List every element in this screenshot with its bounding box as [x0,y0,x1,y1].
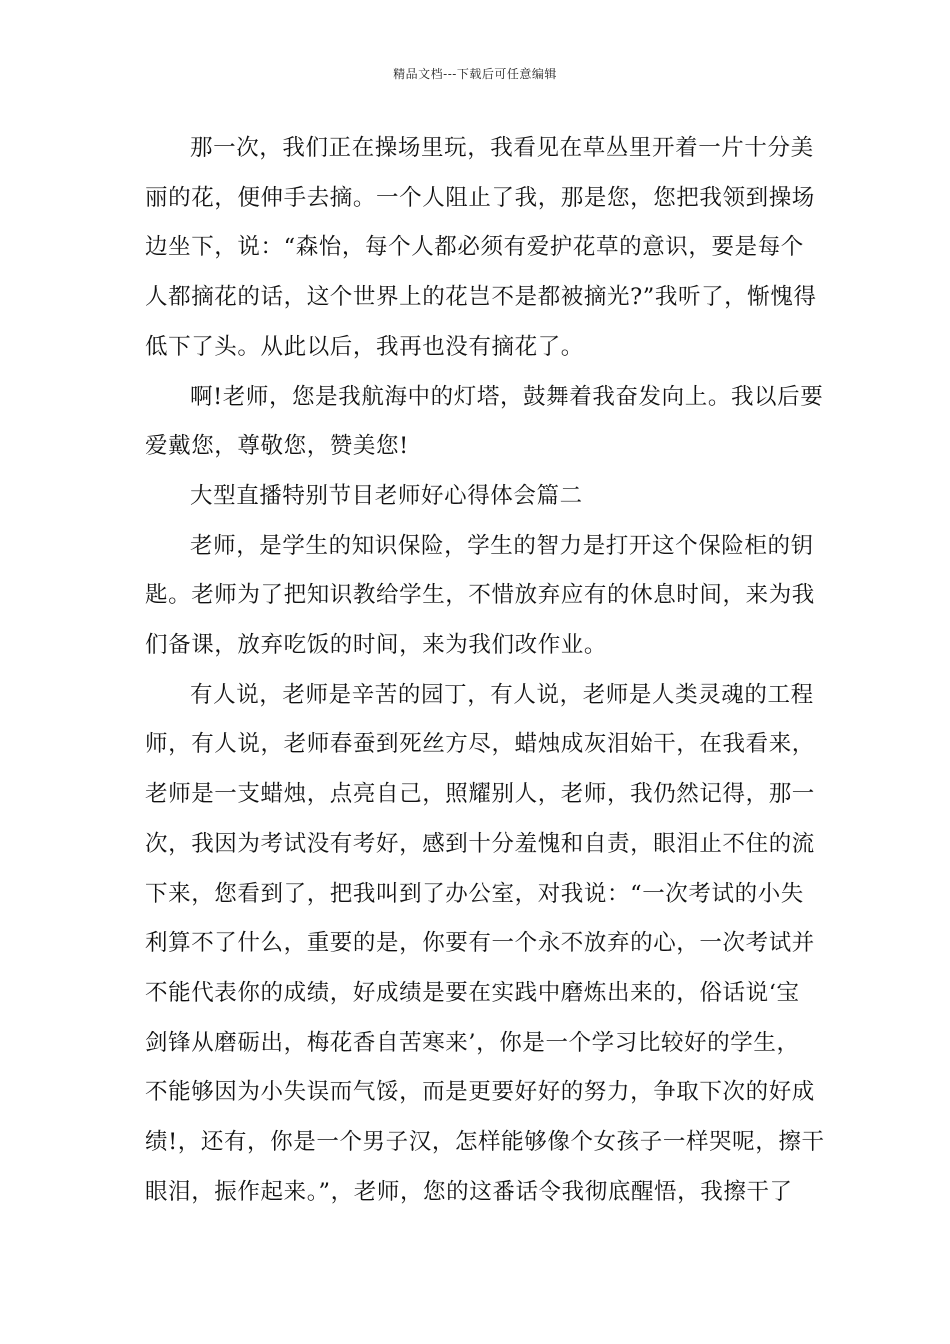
text-line: 利算不了什么，重要的是，你要有一个永不放弃的心，一次考试并 [145,930,815,957]
text-line: 啊!老师，您是我航海中的灯塔，鼓舞着我奋发向上。我以后要 [190,383,824,410]
text-line: 匙。老师为了把知识教给学生，不惜放弃应有的休息时间，来为我 [145,582,815,609]
text-line: 有人说，老师是辛苦的园丁，有人说，老师是人类灵魂的工程 [190,681,814,708]
text-line: 爱戴您，尊敬您，赞美您! [145,433,409,460]
heading-line: 大型直播特别节目老师好心得体会篇二 [190,482,583,509]
document-body [145,124,825,1217]
page-header: 精品文档---下载后可任意编辑 [393,67,557,81]
paragraph-4 [145,671,825,1218]
text-line: 老师是一支蜡烛，点亮自己，照耀别人，老师，我仍然记得，那一 [145,781,815,808]
paragraph-3 [145,522,815,671]
text-line: 低下了头。从此以后，我再也没有摘花了。 [145,333,584,360]
text-line: 边坐下，说：“森怡，每个人都必须有爱护花草的意识，要是每个 [145,234,804,261]
text-line: 师，有人说，老师春蚕到死丝方尽，蜡烛成灰泪始干，在我看来， [145,731,815,758]
text-line: 绩!，还有，你是一个男子汉，怎样能够像个女孩子一样哭呢，擦干 [145,1129,825,1156]
text-line: 下来，您看到了，把我叫到了办公室，对我说：“一次考试的小失 [145,880,804,907]
text-line: 们备课，放弃吃饭的时间，来为我们改作业。 [145,632,608,659]
section-heading [145,472,807,522]
text-line: 老师，是学生的知识保险，学生的智力是打开这个保险柜的钥 [190,532,814,559]
paragraph-2 [145,373,824,472]
text-line: 不能代表你的成绩，好成绩是要在实践中磨炼出来的，俗话说‘宝 [145,979,800,1006]
text-line: 丽的花，便伸手去摘。一个人阻止了我，那是您，您把我领到操场 [145,184,815,211]
text-line: 次，我因为考试没有考好，感到十分羞愧和自责，眼泪止不住的流 [145,830,815,857]
paragraph-1 [145,124,817,373]
text-line: 那一次，我们正在操场里玩，我看见在草丛里开着一片十分美 [190,135,814,161]
text-line: 眼泪，振作起来。”，老师，您的这番话令我彻底醒悟，我擦干了 [145,1178,793,1205]
text-line: 剑锋从磨砺出，梅花香自苦寒来’，你是一个学习比较好的学生， [145,1029,800,1056]
text-line: 不能够因为小失误而气馁，而是更要好好的努力，争取下次的好成 [145,1079,815,1106]
text-line: 人都摘花的话，这个世界上的花岂不是都被摘光?”我听了，惭愧得 [145,284,817,311]
